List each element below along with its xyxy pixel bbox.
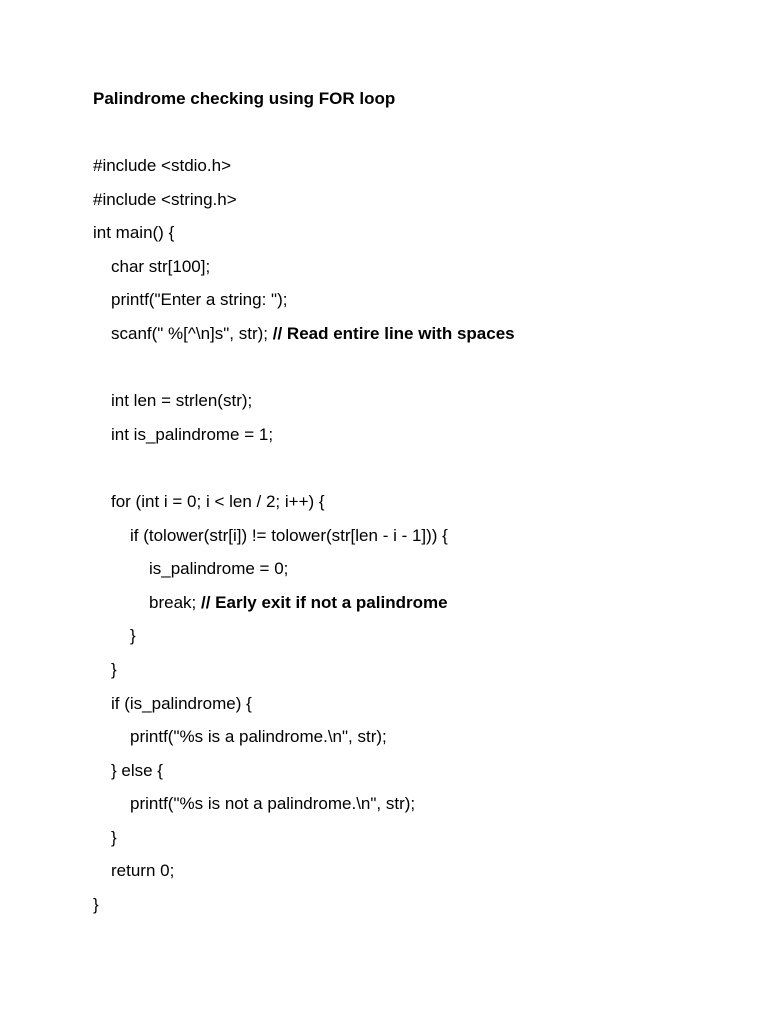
code-line: int is_palindrome = 1;: [111, 424, 274, 444]
code-line: for (int i = 0; i < len / 2; i++) {: [111, 491, 325, 511]
code-line: }: [111, 659, 117, 679]
code-line-blank: [93, 456, 515, 490]
code-line: }: [93, 895, 99, 915]
code-line: printf("%s is not a palindrome.\n", str);: [130, 794, 416, 814]
code-line: } else {: [111, 760, 163, 780]
code-comment: // Read entire line with spaces: [272, 323, 515, 343]
code-line: if (is_palindrome) {: [111, 693, 252, 713]
code-line: printf("Enter a string: ");: [111, 290, 288, 310]
code-line: if (tolower(str[i]) != tolower(str[len - i - 1])) {: [130, 525, 448, 545]
code-line: int main() {: [93, 223, 175, 243]
code-line: printf("%s is a palindrome.\n", str);: [130, 727, 387, 747]
code-line: char str[100];: [111, 256, 211, 276]
code-line: scanf(" %[^\n]s", str); // Read entire line with spaces: [111, 323, 515, 343]
code-line: }: [111, 827, 117, 847]
code-comment: // Early exit if not a palindrome: [200, 592, 448, 612]
code-line: is_palindrome = 0;: [149, 559, 289, 579]
code-line: int len = strlen(str);: [111, 391, 253, 411]
code-line: }: [130, 626, 136, 646]
code-line-blank: [93, 356, 515, 390]
code-block: [93, 154, 515, 927]
code-line: break; // Early exit if not a palindrome: [149, 592, 448, 612]
code-line: #include <string.h>: [93, 189, 237, 209]
document-title: Palindrome checking using FOR loop: [93, 89, 396, 108]
code-line: #include <stdio.h>: [93, 156, 231, 175]
code-line: return 0;: [111, 861, 175, 881]
